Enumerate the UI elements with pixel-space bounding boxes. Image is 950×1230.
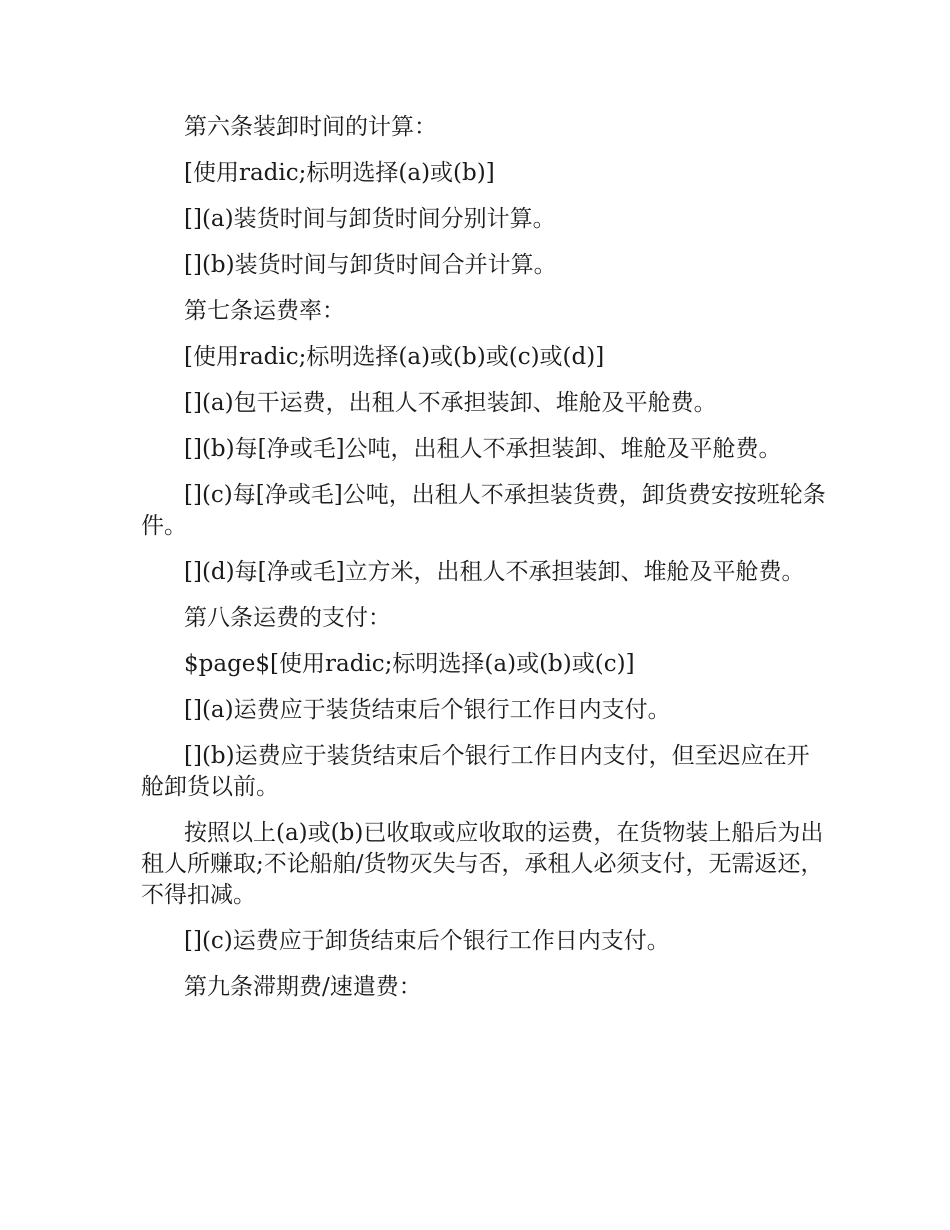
clause-7-option-d: [](d)每[净或毛]立方米，出租人不承担装卸、堆舱及平舱费。 — [184, 559, 805, 585]
document-body — [141, 112, 831, 1018]
clause-7-option-c: [](c)每[净或毛]公吨，出租人不承担装货费，卸货费安按班轮条件。 — [141, 482, 826, 539]
clause-7-heading: 第七条运费率： — [184, 298, 345, 324]
clause-6-heading: 第六条装卸时间的计算： — [184, 114, 437, 140]
clause-8-option-a: [](a)运费应于装货结束后个银行工作日内支付。 — [184, 697, 671, 723]
clause-6-instruction: [使用radic;标明选择(a)或(b)] — [184, 160, 495, 186]
clause-6-option-a: [](a)装货时间与卸货时间分别计算。 — [184, 206, 556, 232]
clause-6-option-b: [](b)装货时间与卸货时间合并计算。 — [184, 252, 557, 278]
clause-7-instruction: [使用radic;标明选择(a)或(b)或(c)或(d)] — [184, 344, 605, 370]
clause-8-instruction: $page$[使用radic;标明选择(a)或(b)或(c)] — [184, 651, 635, 677]
clause-8-option-c: [](c)运费应于卸货结束后个银行工作日内支付。 — [184, 928, 670, 954]
clause-7-option-b: [](b)每[净或毛]公吨，出租人不承担装卸、堆舱及平舱费。 — [184, 436, 782, 462]
clause-7-option-a: [](a)包干运费，出租人不承担装卸、堆舱及平舱费。 — [184, 390, 717, 416]
clause-8-note: 按照以上(a)或(b)已收取或应收取的运费，在货物装上船后为出租人所赚取;不论船舶/货物灭失与否，承租人必须支付，无需返还，不得扣减。 — [141, 820, 824, 908]
clause-9-heading: 第九条滞期费/速遣费： — [184, 974, 422, 1000]
clause-8-heading: 第八条运费的支付： — [184, 605, 391, 631]
clause-8-option-b: [](b)运费应于装货结束后个银行工作日内支付，但至迟应在开舱卸货以前。 — [141, 743, 810, 800]
